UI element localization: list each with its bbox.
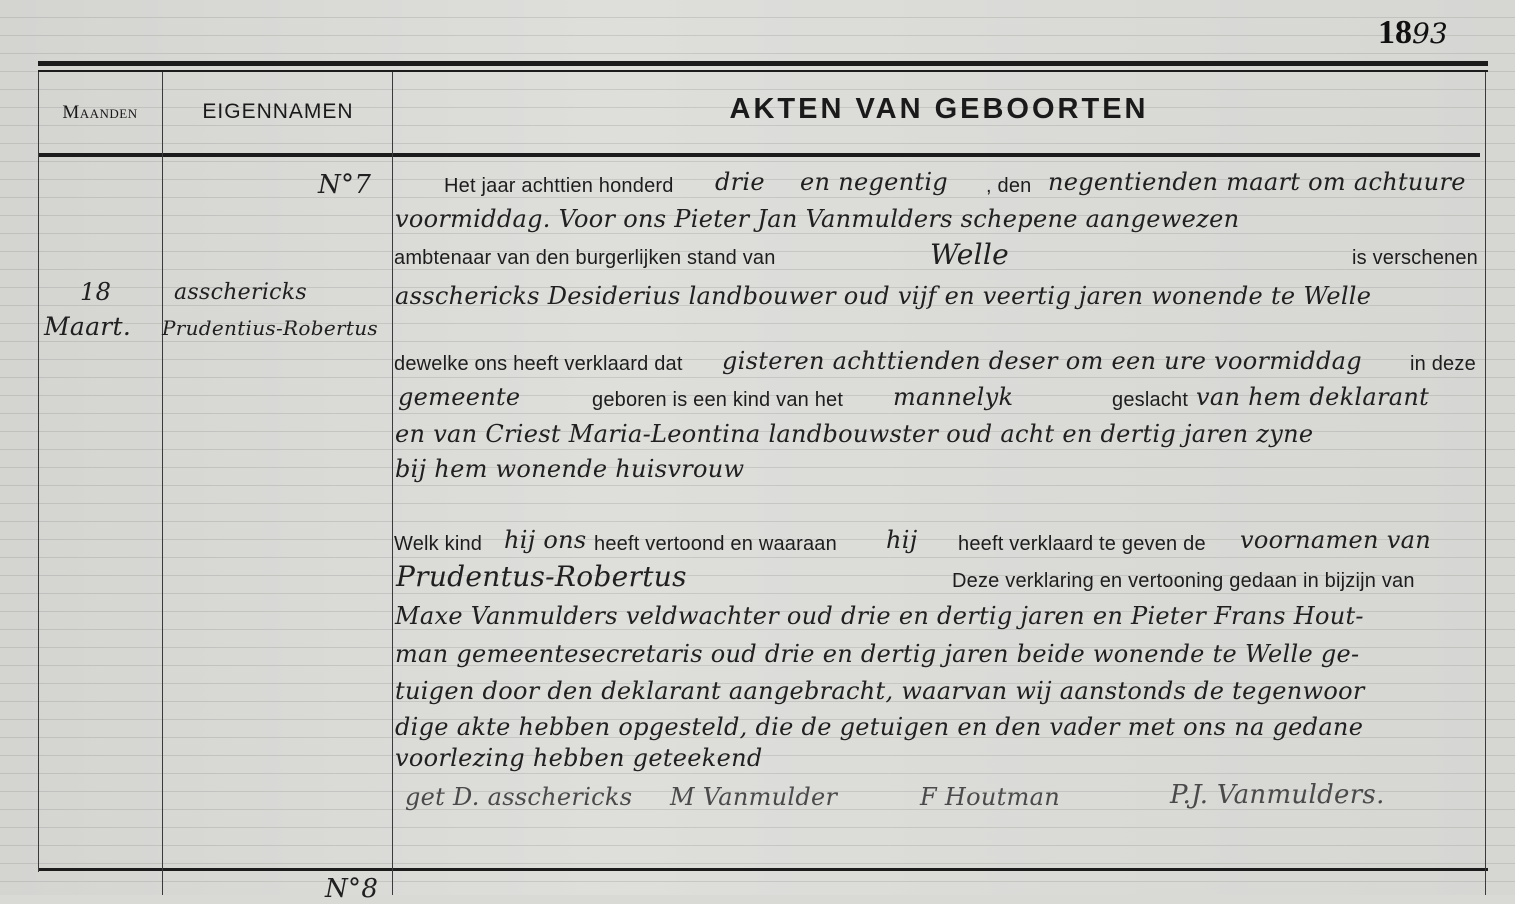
signature-ambtenaar: P.J. Vanmulders. — [1170, 780, 1385, 810]
column-line-maanden — [162, 72, 163, 895]
entry-given-names: Prudentius-Robertus — [162, 316, 378, 340]
hw-getuige-1: Maxe Vanmulders veldwachter oud drie en dertig jaren en Pieter Frans Hout- — [395, 602, 1364, 630]
hw-negentig: en negentig — [800, 168, 948, 196]
text-verklaard: heeft verklaard te geven de — [958, 533, 1206, 555]
next-entry-number: N°8 — [325, 874, 379, 904]
top-rule-thick — [38, 61, 1488, 66]
hw-van-hem: van hem deklarant — [1196, 383, 1430, 411]
header-eigennamen: EIGENNAMEN — [202, 100, 354, 123]
header-maanden: Maanden — [62, 102, 138, 123]
entry-bottom-rule — [38, 868, 1488, 871]
hw-voor-ons: voormiddag. Voor ons Pieter Jan Vanmulders schepene aangewezen — [395, 205, 1240, 233]
top-rule-thin — [38, 70, 1488, 72]
signature-houtman: F Houtman — [920, 783, 1060, 811]
hw-voornamen: voornamen van — [1240, 526, 1431, 554]
text-vertoond: heeft vertoond en waaraan — [594, 533, 837, 555]
hw-geteekend: voorlezing hebben geteekend — [395, 744, 763, 772]
text-verschenen: is verschenen — [1352, 247, 1478, 269]
hw-vader: asschericks Desiderius landbouwer oud vijf en veertig jaren wonende te Welle — [395, 282, 1372, 310]
entry-number: N°7 — [318, 170, 372, 200]
signature-vanmulder: M Vanmulder — [670, 783, 838, 811]
hw-getuigen: tuigen door den deklarant aangebracht, waarvan wij aanstonds de tegenwoor — [395, 677, 1365, 705]
column-line-eigennamen — [392, 72, 393, 895]
hw-getuige-2: man gemeentesecretaris oud drie en dertig jaren beide wonende te Welle ge- — [395, 640, 1360, 668]
text-ambtenaar: ambtenaar van den burgerlijken stand van — [394, 247, 776, 269]
text-den: , den — [986, 175, 1032, 197]
year-handwritten: 93 — [1412, 17, 1448, 50]
hw-kindnamen: Prudentus-Robertus — [396, 560, 687, 593]
hw-datum: negentienden maart om achtuure — [1048, 168, 1466, 196]
column-line-left — [38, 72, 39, 872]
hw-gemeente: gemeente — [398, 383, 521, 411]
column-line-right — [1485, 72, 1486, 895]
text-geboren: geboren is een kind van het — [592, 389, 844, 411]
hw-hij: hij — [886, 526, 918, 554]
header-bottom-rule — [38, 153, 1480, 157]
hw-huisvrouw: bij hem wonende huisvrouw — [395, 455, 745, 483]
entry-surname: asschericks — [174, 280, 308, 305]
text-deze-verklaring: Deze verklaring en vertooning gedaan in bijzijn van — [952, 570, 1415, 592]
text-dewelke: dewelke ons heeft verklaard dat — [394, 353, 683, 375]
signature-vader: get D. asschericks — [405, 783, 633, 811]
text-jaar: Het jaar achttien honderd — [444, 175, 674, 197]
header-akten-van-geboorten: AKTEN VAN GEBOORTEN — [729, 93, 1149, 125]
hw-mannelyk: mannelyk — [893, 383, 1014, 411]
hw-plaats: Welle — [930, 238, 1010, 271]
hw-hij-ons: hij ons — [504, 526, 587, 554]
entry-day: 18 — [80, 278, 112, 306]
text-geslacht: geslacht — [1112, 389, 1189, 411]
hw-moeder: en van Criest Maria-Leontina landbouwster oud acht en dertig jaren zyne — [395, 420, 1314, 448]
hw-gisteren: gisteren achttienden deser om een ure voormiddag — [722, 347, 1362, 375]
hw-drie: drie — [715, 168, 765, 196]
year-printed: 18 — [1378, 14, 1412, 51]
text-welk-kind: Welk kind — [394, 533, 483, 555]
hw-akte: dige akte hebben opgesteld, die de getuigen en den vader met ons na gedane — [395, 713, 1364, 741]
register-year — [1378, 14, 1448, 52]
text-in-deze: in deze — [1410, 353, 1476, 375]
entry-month: Maart. — [44, 312, 132, 341]
